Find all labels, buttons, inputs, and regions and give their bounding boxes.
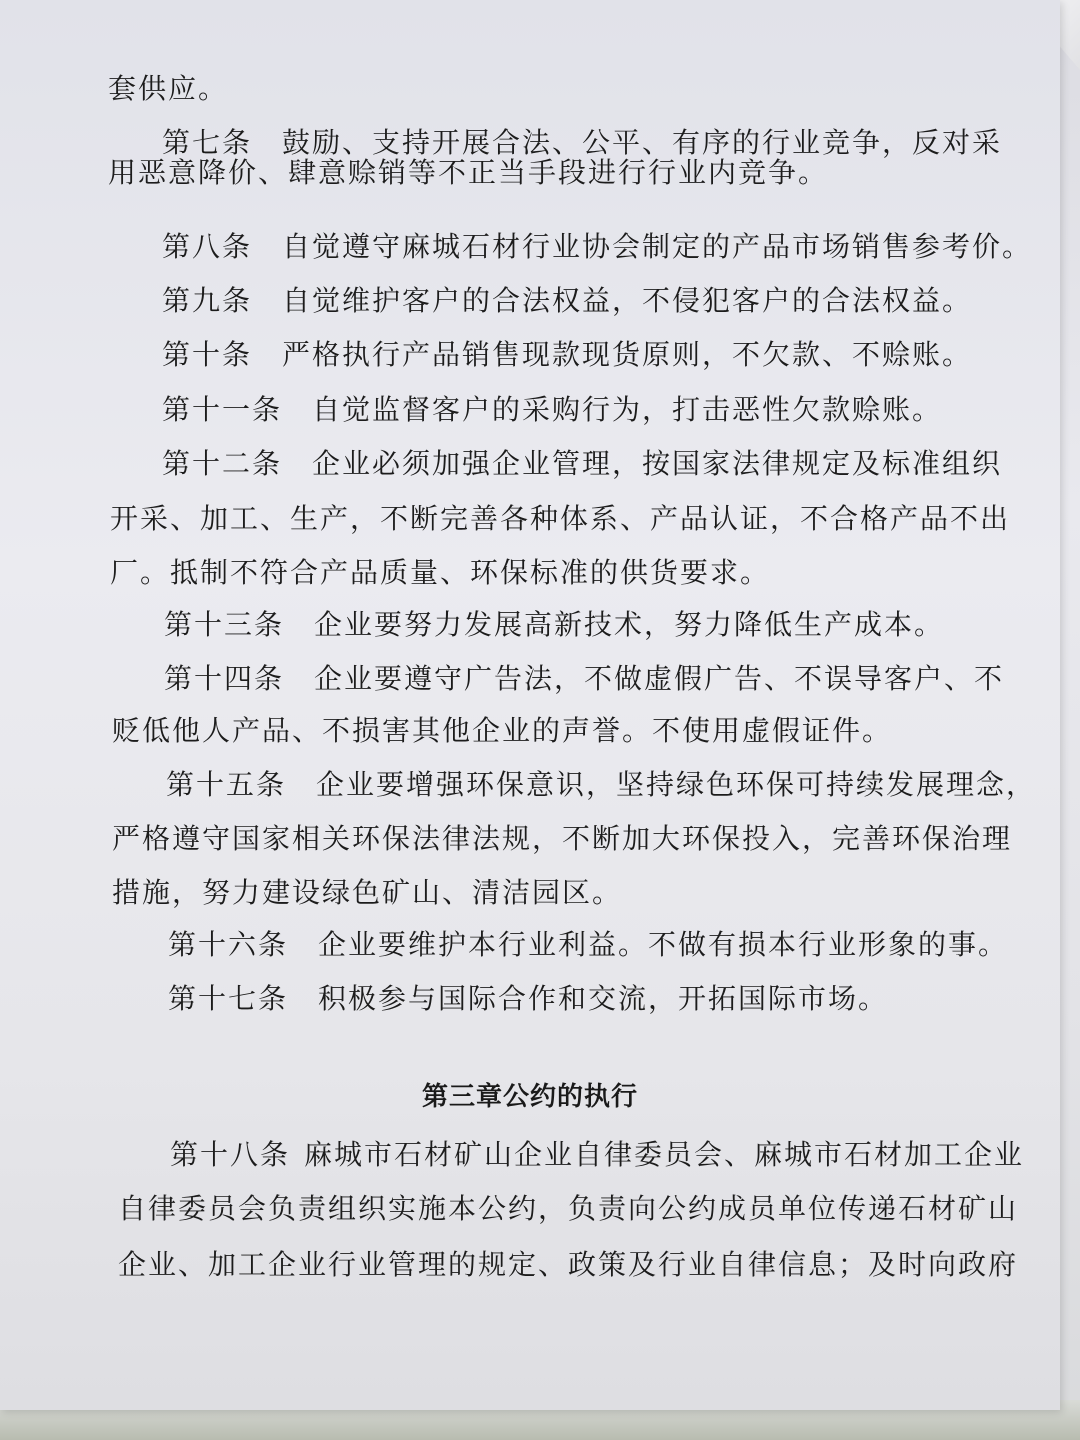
article-text: 企业必须加强企业管理，按国家法律规定及标准组织 xyxy=(312,447,1003,480)
chapter-heading: 第三章公约的执行 xyxy=(421,1082,638,1112)
article-label: 第十七条 xyxy=(168,982,289,1015)
article-label: 第十四条 xyxy=(164,662,285,695)
article-label: 第十条 xyxy=(162,338,253,371)
article-text: 自觉监督客户的采购行为，打击恶性欠款赊账。 xyxy=(312,393,943,426)
article-text: 企业要遵守广告法，不做虚假广告、不误导客户、不 xyxy=(314,662,1005,695)
article-label: 第十二条 xyxy=(162,447,283,480)
article-12-continued: 厂。抵制不符合产品质量、环保标准的供货要求。 xyxy=(110,556,771,589)
article-12-continued: 开采、加工、生产，不断完善各种体系、产品认证，不合格产品不出 xyxy=(110,502,1011,535)
article-text: 严格执行产品销售现款现货原则，不欠款、不赊账。 xyxy=(282,338,973,371)
article-18 xyxy=(170,1138,1024,1172)
article-15-continued: 严格遵守国家相关环保法律法规，不断加大环保投入，完善环保治理 xyxy=(112,822,1013,855)
article-16 xyxy=(168,928,1008,962)
article-11 xyxy=(162,393,942,427)
article-12 xyxy=(162,447,1002,481)
article-17 xyxy=(168,982,888,1016)
article-label: 第八条 xyxy=(162,230,253,263)
text-line: 套供应。 xyxy=(108,72,229,105)
article-label: 第十三条 xyxy=(164,608,285,641)
article-text: 企业要增强环保意识，坚持绿色环保可持续发展理念， xyxy=(316,768,1037,801)
article-text: 麻城市石材矿山企业自律委员会、麻城市石材加工企业 xyxy=(304,1138,1025,1171)
article-15-continued: 措施，努力建设绿色矿山、清洁园区。 xyxy=(112,876,623,909)
article-text: 自觉维护客户的合法权益，不侵犯客户的合法权益。 xyxy=(282,284,973,317)
article-label: 第七条 xyxy=(162,126,253,159)
article-7 xyxy=(162,126,1002,160)
article-8 xyxy=(162,230,1032,264)
article-18-continued: 自律委员会负责组织实施本公约，负责向公约成员单位传递石材矿山 xyxy=(118,1192,1019,1225)
article-label: 第九条 xyxy=(162,284,253,317)
article-text: 鼓励、支持开展合法、公平、有序的行业竞争，反对采 xyxy=(282,126,1003,159)
article-label: 第十六条 xyxy=(168,928,289,961)
article-text: 积极参与国际合作和交流，开拓国际市场。 xyxy=(318,982,889,1015)
article-label: 第十八条 xyxy=(170,1138,291,1171)
article-label: 第十一条 xyxy=(162,393,283,426)
article-7-continued: 用恶意降价、肆意赊销等不正当手段进行行业内竞争。 xyxy=(108,156,829,189)
article-10 xyxy=(162,338,972,372)
article-text: 企业要努力发展高新技术，努力降低生产成本。 xyxy=(314,608,945,641)
article-text: 企业要维护本行业利益。不做有损本行业形象的事。 xyxy=(318,928,1009,961)
article-13 xyxy=(164,608,944,642)
article-15 xyxy=(166,768,1036,802)
article-14 xyxy=(164,662,1004,696)
article-label: 第十五条 xyxy=(166,768,287,801)
article-9 xyxy=(162,284,972,318)
article-18-continued: 企业、加工企业行业管理的规定、政策及行业自律信息；及时向政府 xyxy=(118,1248,1019,1281)
article-14-continued: 贬低他人产品、不损害其他企业的声誉。不使用虚假证件。 xyxy=(112,714,893,747)
article-text: 自觉遵守麻城石材行业协会制定的产品市场销售参考价。 xyxy=(282,230,1033,263)
